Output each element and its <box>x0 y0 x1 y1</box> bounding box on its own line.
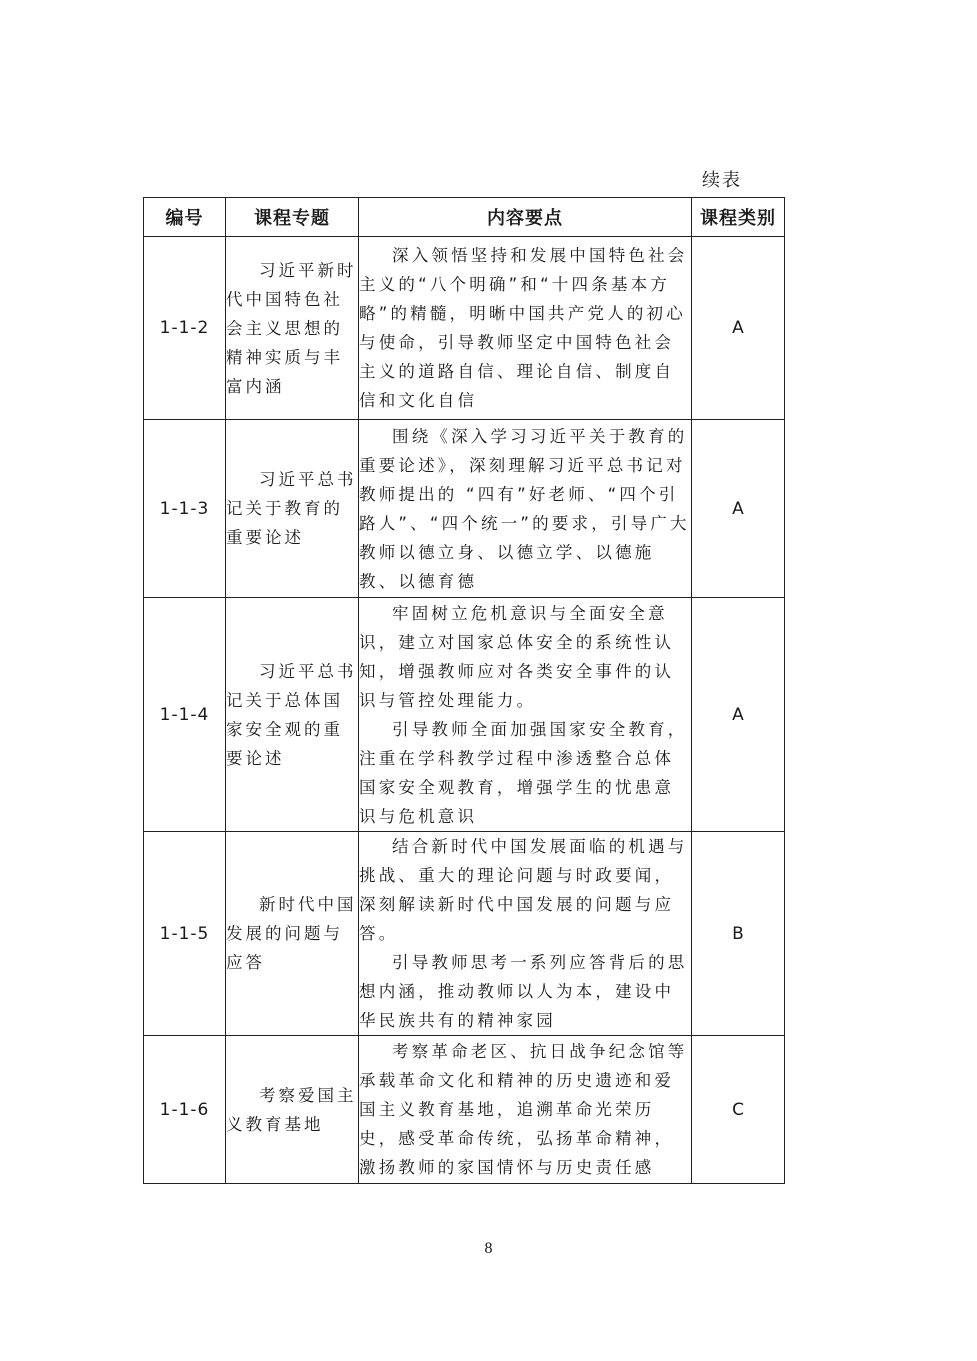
row-code: 1-1-3 <box>144 420 226 598</box>
row-topic <box>226 237 359 420</box>
row-code: 1-1-6 <box>144 1036 226 1184</box>
page-number: 8 <box>484 1240 493 1257</box>
row-topic-text: 新时代中国发展的问题与应答 <box>226 895 357 972</box>
header-code: 编号 <box>144 198 226 237</box>
row-content <box>359 420 692 598</box>
row-content <box>359 832 692 1036</box>
row-category: A <box>692 598 785 832</box>
row-topic <box>226 832 359 1036</box>
content-paragraph: 考察革命老区、抗日战争纪念馆等承载革命文化和精神的历史遗迹和爱国主义教育基地，追溯革命光荣历史，感受革命传统，弘扬革命精神，激扬教师的家国情怀与历史责任感 <box>359 1042 688 1177</box>
row-category: B <box>692 832 785 1036</box>
table-row <box>144 598 785 832</box>
header-topic: 课程专题 <box>226 198 359 237</box>
row-category: C <box>692 1036 785 1184</box>
continued-label: 续表 <box>702 170 742 191</box>
row-code: 1-1-5 <box>144 832 226 1036</box>
row-topic <box>226 1036 359 1184</box>
row-topic-text: 习近平总书记关于教育的重要论述 <box>226 470 357 547</box>
table-row <box>144 832 785 1036</box>
content-paragraph: 深入领悟坚持和发展中国特色社会主义的“八个明确”和“十四条基本方略”的精髓，明晰中国共产党人的初心与使命，引导教师坚定中国特色社会主义的道路自信、理论自信、制度自信和文化自信 <box>359 246 688 410</box>
row-content <box>359 237 692 420</box>
content-paragraph: 围绕《深入学习习近平关于教育的重要论述》，深刻理解习近平总书记对教师提出的 “四有”好老师、“四个引路人”、“四个统一”的要求，引导广大教师以德立身、以德立学、以德施教、以德育德 <box>359 426 690 591</box>
row-code: 1-1-4 <box>144 598 226 832</box>
row-topic <box>226 420 359 598</box>
row-topic-text: 习近平总书记关于总体国家安全观的重要论述 <box>226 661 357 768</box>
header-category: 课程类别 <box>692 198 785 237</box>
row-content <box>359 1036 692 1184</box>
table-row <box>144 1036 785 1184</box>
row-category: A <box>692 237 785 420</box>
row-topic-text: 考察爱国主义教育基地 <box>226 1085 357 1134</box>
content-paragraph: 引导教师全面加强国家安全教育，注重在学科教学过程中渗透整合总体国家安全观教育，增强学生的忧患意识与危机意识 <box>359 719 688 826</box>
table-row <box>144 420 785 598</box>
row-topic-text: 习近平新时代中国特色社会主义思想的精神实质与丰富内涵 <box>226 260 357 396</box>
content-paragraph: 牢固树立危机意识与全面安全意识，建立对国家总体安全的系统性认知，增强教师应对各类安全事件的认识与管控处理能力。 <box>359 603 675 710</box>
row-code: 1-1-2 <box>144 237 226 420</box>
row-content <box>359 598 692 832</box>
row-topic <box>226 598 359 832</box>
table-row <box>144 237 785 420</box>
content-paragraph: 结合新时代中国发展面临的机遇与挑战、重大的理论问题与时政要闻，深刻解读新时代中国发展的问题与应答。 <box>359 837 688 943</box>
content-paragraph: 引导教师思考一系列应答背后的思想内涵，推动教师以人为本，建设中华民族共有的精神家园 <box>359 953 688 1030</box>
row-category: A <box>692 420 785 598</box>
table-header-row <box>144 198 785 237</box>
course-table <box>143 197 785 1184</box>
header-content: 内容要点 <box>359 198 692 237</box>
